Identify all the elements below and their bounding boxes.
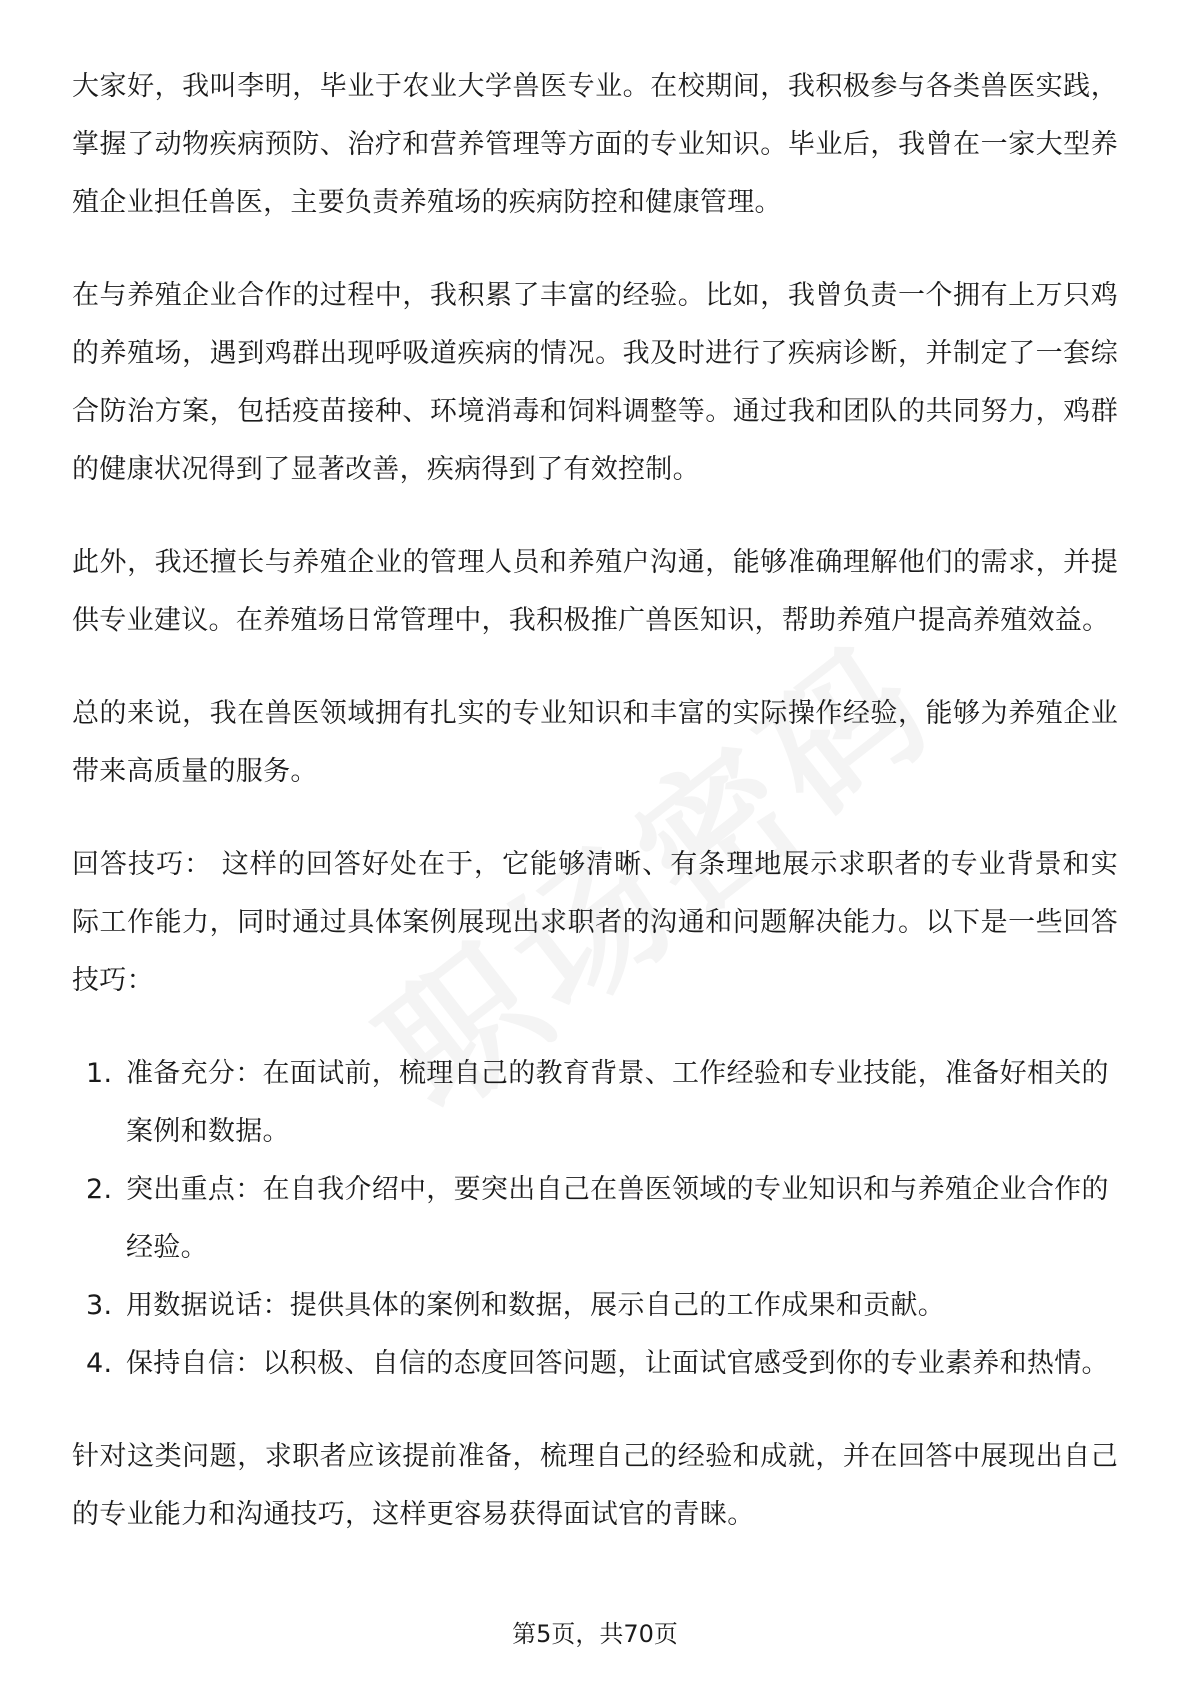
list-item bbox=[72, 1277, 1118, 1335]
paragraph-intro: 大家好，我叫李明，毕业于农业大学兽医专业。在校期间，我积极参与各类兽医实践，掌握了动物疾病预防、治疗和营养管理等方面的专业知识。毕业后，我曾在一家大型养殖企业担任兽医，主要负责养殖场的疾病防控和健康管理。 bbox=[72, 71, 1118, 218]
list-item-text: 准备充分：在面试前，梳理自己的教育背景、工作经验和专业技能，准备好相关的案例和数据。 bbox=[126, 1058, 1109, 1147]
list-item-text: 保持自信：以积极、自信的态度回答问题，让面试官感受到你的专业素养和热情。 bbox=[126, 1348, 1109, 1379]
list-item-number: 1. bbox=[86, 1058, 113, 1089]
paragraph-summary: 总的来说，我在兽医领域拥有扎实的专业知识和丰富的实际操作经验，能够为养殖企业带来高质量的服务。 bbox=[72, 698, 1118, 787]
list-item-number: 2. bbox=[86, 1174, 113, 1205]
document-body bbox=[72, 58, 1118, 1579]
list-item-number: 3. bbox=[86, 1290, 113, 1321]
list-item bbox=[72, 1161, 1118, 1277]
list-item-number: 4. bbox=[86, 1348, 113, 1379]
paragraph-communication: 此外，我还擅长与养殖企业的管理人员和养殖户沟通，能够准确理解他们的需求，并提供专业建议。在养殖场日常管理中，我积极推广兽医知识，帮助养殖户提高养殖效益。 bbox=[72, 547, 1118, 636]
page-number: 第5页，共70页 bbox=[512, 1620, 678, 1648]
list-item bbox=[72, 1335, 1118, 1393]
paragraph-closing: 针对这类问题，求职者应该提前准备，梳理自己的经验和成就，并在回答中展现出自己的专业能力和沟通技巧，这样更容易获得面试官的青睐。 bbox=[72, 1441, 1118, 1530]
list-item-text: 用数据说话：提供具体的案例和数据，展示自己的工作成果和贡献。 bbox=[126, 1290, 945, 1321]
list-item bbox=[72, 1045, 1118, 1161]
tips-list bbox=[72, 1045, 1118, 1393]
paragraph-experience: 在与养殖企业合作的过程中，我积累了丰富的经验。比如，我曾负责一个拥有上万只鸡的养殖场，遇到鸡群出现呼吸道疾病的情况。我及时进行了疾病诊断，并制定了一套综合防治方案，包括疫苗接种、环境消毒和饲料调整等。通过我和团队的共同努力，鸡群的健康状况得到了显著改善，疾病得到了有效控制。 bbox=[72, 280, 1118, 485]
paragraph-answer-tips: 回答技巧： 这样的回答好处在于，它能够清晰、有条理地展示求职者的专业背景和实际工作能力，同时通过具体案例展现出求职者的沟通和问题解决能力。以下是一些回答技巧： bbox=[72, 849, 1118, 996]
list-item-text: 突出重点：在自我介绍中，要突出自己在兽医领域的专业知识和与养殖企业合作的经验。 bbox=[126, 1174, 1109, 1263]
